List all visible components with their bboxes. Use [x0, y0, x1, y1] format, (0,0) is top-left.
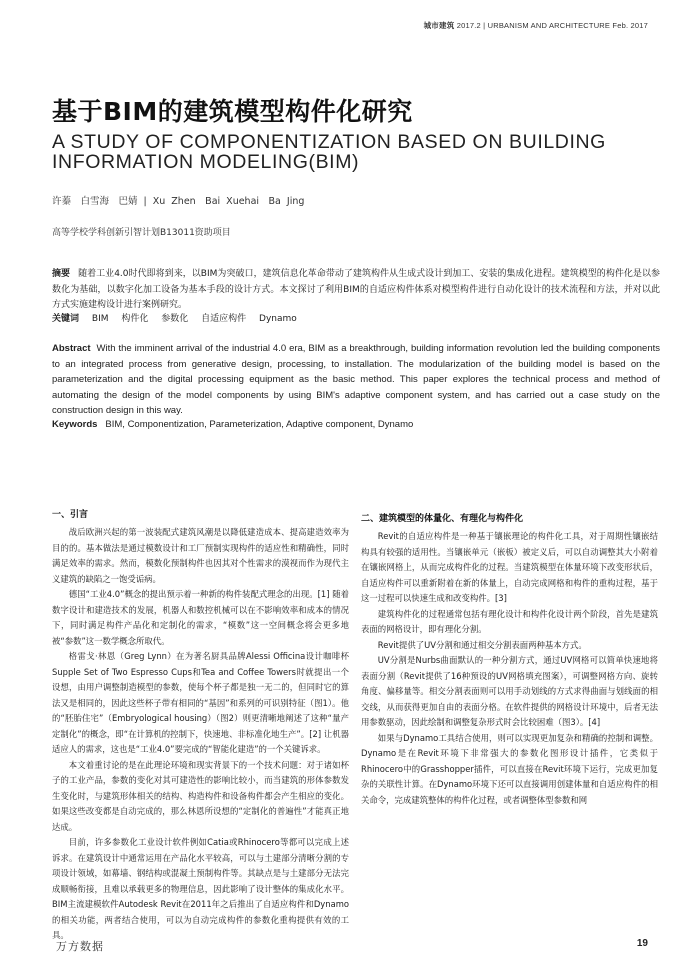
body-paragraph: UV分割是Nurbs曲面默认的一种分割方式，通过UV网格可以简单快速地将表面分割（Revit提供了16种预设的UV网格填充图案），可调整网格方向、旋转角度、偏移量等。相交分割表面则可以用手动划线的方式求得曲面与划线面的相交线，从而获得更加自由的表面分格。在软件提供的网格设计环境中，后者无法用参数驱动，因此绘制和调整复杂形式时会比较困难（图3）。[4] — [361, 655, 658, 727]
title-cn: 基于BIM的建筑模型构件化研究 — [52, 97, 413, 126]
keywords-en-label: Keywords — [52, 419, 98, 430]
keyword-cn: 构件化 — [121, 314, 149, 324]
body-paragraph: Revit提供了UV分割和通过相交分割表面两种基本方式。 — [377, 639, 587, 650]
journal-issue: 2017.2 — [456, 21, 481, 30]
body-column-right — [361, 498, 658, 808]
section-heading-1: 一、引言 — [52, 510, 89, 520]
keywords-en-text: BIM, Componentization, Parameterization, Adaptive component, Dynamo — [105, 419, 414, 430]
body-paragraph: 德国“工业4.0”概念的提出预示着一种新的构件装配式理念的出现。[1] 随着数字设计和建造技术的发展，机器人和数控机械可以在不影响效率和成本的情况下，同时满足构件产品化和定制化的需求，“模数”这一空间概念将会更多地被“参数”这一数学概念所取代。 — [52, 589, 349, 646]
body-paragraph: Revit的自适应构件是一种基于镶嵌理论的构件化工具，对于周期性镶嵌结构具有较强的适用性。当镶嵌单元（嵌板）被定义后，可以自动调整其大小附着在镶嵌网格上，从而完成构件化的过程。当建筑模型在体量环境下改变形状后，自适应构件可以重新附着在新的体量上，自动完成网格和构件的重构过程，基于这一过程可以快速生成和改变构件。[3] — [361, 531, 658, 603]
page-number: 19 — [636, 938, 648, 949]
keyword-cn: 自适应构件 — [201, 314, 247, 324]
body-paragraph: 本文着重讨论的是在此理论环境和现实背景下的一个技术问题：对于诸如杯子的工业产品，参数的变化对其可建造性的影响比较小，而当建筑的形体参数发生变化时，与建筑形体相关的结构、构造构件和设备构件都会产生相应的变化。如果这些改变都是自动完成的，那么林恩所设想的“定制化的普遍性”才能真正地达成。 — [52, 759, 349, 832]
body-paragraph: 如果与Dynamo工具结合使用，则可以实现更加复杂和精确的控制和调整。Dynamo是在Revit环境下非常强大的参数化图形设计插件，它类似于Rhinocero中的Grasshopper插件，可以直接在Revit环境下运行，完成更加复杂的关联性计算。在Dynamo环境下还可以直接调用创建体量和自适应构件的相关命令，完成建筑整体的构件化过程，或者调整体型参数和网 — [361, 732, 658, 805]
abstract-cn — [52, 267, 660, 314]
journal-date: Feb. 2017 — [612, 21, 648, 30]
keyword-cn: Dynamo — [259, 314, 297, 324]
abstract-en-text: With the imminent arrival of the industrial 4.0 era, BIM as a breakthrough, building information revolution led the building components to an integrated process from generative design, processing, to installation. The modularization of the building model is based on the parameterization and the digital processing equipment as the basic method. This paper explores the technical process and method of automating the design of the model components by using BIM's adaptive component system, and has carried out a case study on the construction design in this way. — [52, 343, 660, 416]
abstract-cn-text: 随着工业4.0时代即将到来，以BIM为突破口，建筑信息化革命带动了建筑构件从生成式设计到加工、安装的集成化进程。建筑模型的构件化是以参数化为基础，以数字化加工设备为基本手段的设计方式。本文探讨了利用BIM的自适应构件体系对模型构件进行自动化设计的技术流程和方法，并对以此方式实施建构设计进行案例研究。 — [52, 269, 660, 310]
body-paragraph: 建筑构件化的过程通常包括有理化设计和构件化设计两个阶段，首先是建筑表面的网格设计，即有理化分割。 — [361, 608, 658, 634]
header-separator: | — [483, 21, 486, 30]
footer-brand: 万方数据 — [56, 940, 104, 953]
body-paragraph: 战后欧洲兴起的第一波装配式建筑风潮是以降低建造成本、提高建造效率为目的的。基本做法是通过模数设计和工厂预制实现构件的适应性和精确性，同时满足效率的需求。然而，模数化预制构件也因其对个性需求的漠视而作为现代主义建筑的缺陷之一饱受诟病。 — [52, 527, 349, 584]
keywords-en — [52, 417, 660, 432]
body-paragraph: 目前，许多参数化工业设计软件例如Catia或Rhinocero等都可以完成上述诉求。在建筑设计中通常运用在产品化水平较高，可以与土建部分清晰分割的专项设计领域，如幕墙、钢结构或混凝土预制构件等。其缺点是与土建部分无法完成顺畅衔接，且难以承载更多的物理信息，因此影响了设计整体的集成化水平。BIM主流建模软件Autodesk Revit在2011年之后推出了自适应构件和Dynamo的相关功能，两者结合使用，可以为自动完成构件的参数化重构提供有效的工具。 — [52, 837, 349, 940]
title-en: A STUDY OF COMPONENTIZATION BASED ON BUILDING INFORMATION MODELING(BIM) — [52, 131, 606, 173]
journal-name: 城市建筑 — [423, 21, 455, 30]
journal-name-en: URBANISM AND ARCHITECTURE — [487, 21, 611, 30]
keywords-cn — [52, 312, 660, 327]
funding-note: 高等学校学科创新引智计划B13011资助项目 — [52, 228, 231, 238]
running-head — [424, 20, 648, 31]
body-column-left — [52, 508, 349, 944]
keyword-cn: 参数化 — [161, 314, 189, 324]
authors: 许蓁 白雪海 巴婧 | Xu Zhen Bai Xuehai Ba Jing — [52, 196, 305, 207]
body-paragraph: 格雷戈·林恩（Greg Lynn）在为著名厨具品牌Alessi Officina设计咖啡杯Supple Set of Two Espresso Cups和Tea and Coffee Towers时就提出一个设想，由用户调整制造模型的参数，使每个杯子都是独一无二的，但同时它的算法又是相同的，因此这些杯子带有相同的“基因”和系列的可识别特征（图1）。他的“胚胎住宅”（Embryological housing）（图2）则更清晰地阐述了这种“量产定制化”的概念，即“在计算机的控制下，快速地、非标准化地生产”。[2] 让机器适应人的需求，这也是“工业4.0”要完成的“智能化建造”的一个关键诉求。 — [52, 651, 349, 754]
abstract-en — [52, 341, 660, 419]
section-heading-2: 二、建筑模型的体量化、有理化与构件化 — [361, 514, 524, 524]
keyword-cn: BIM — [91, 314, 109, 324]
abstract-cn-label: 摘要 — [52, 269, 71, 279]
keywords-cn-label: 关键词 — [52, 314, 80, 324]
abstract-en-label: Abstract — [52, 343, 91, 354]
